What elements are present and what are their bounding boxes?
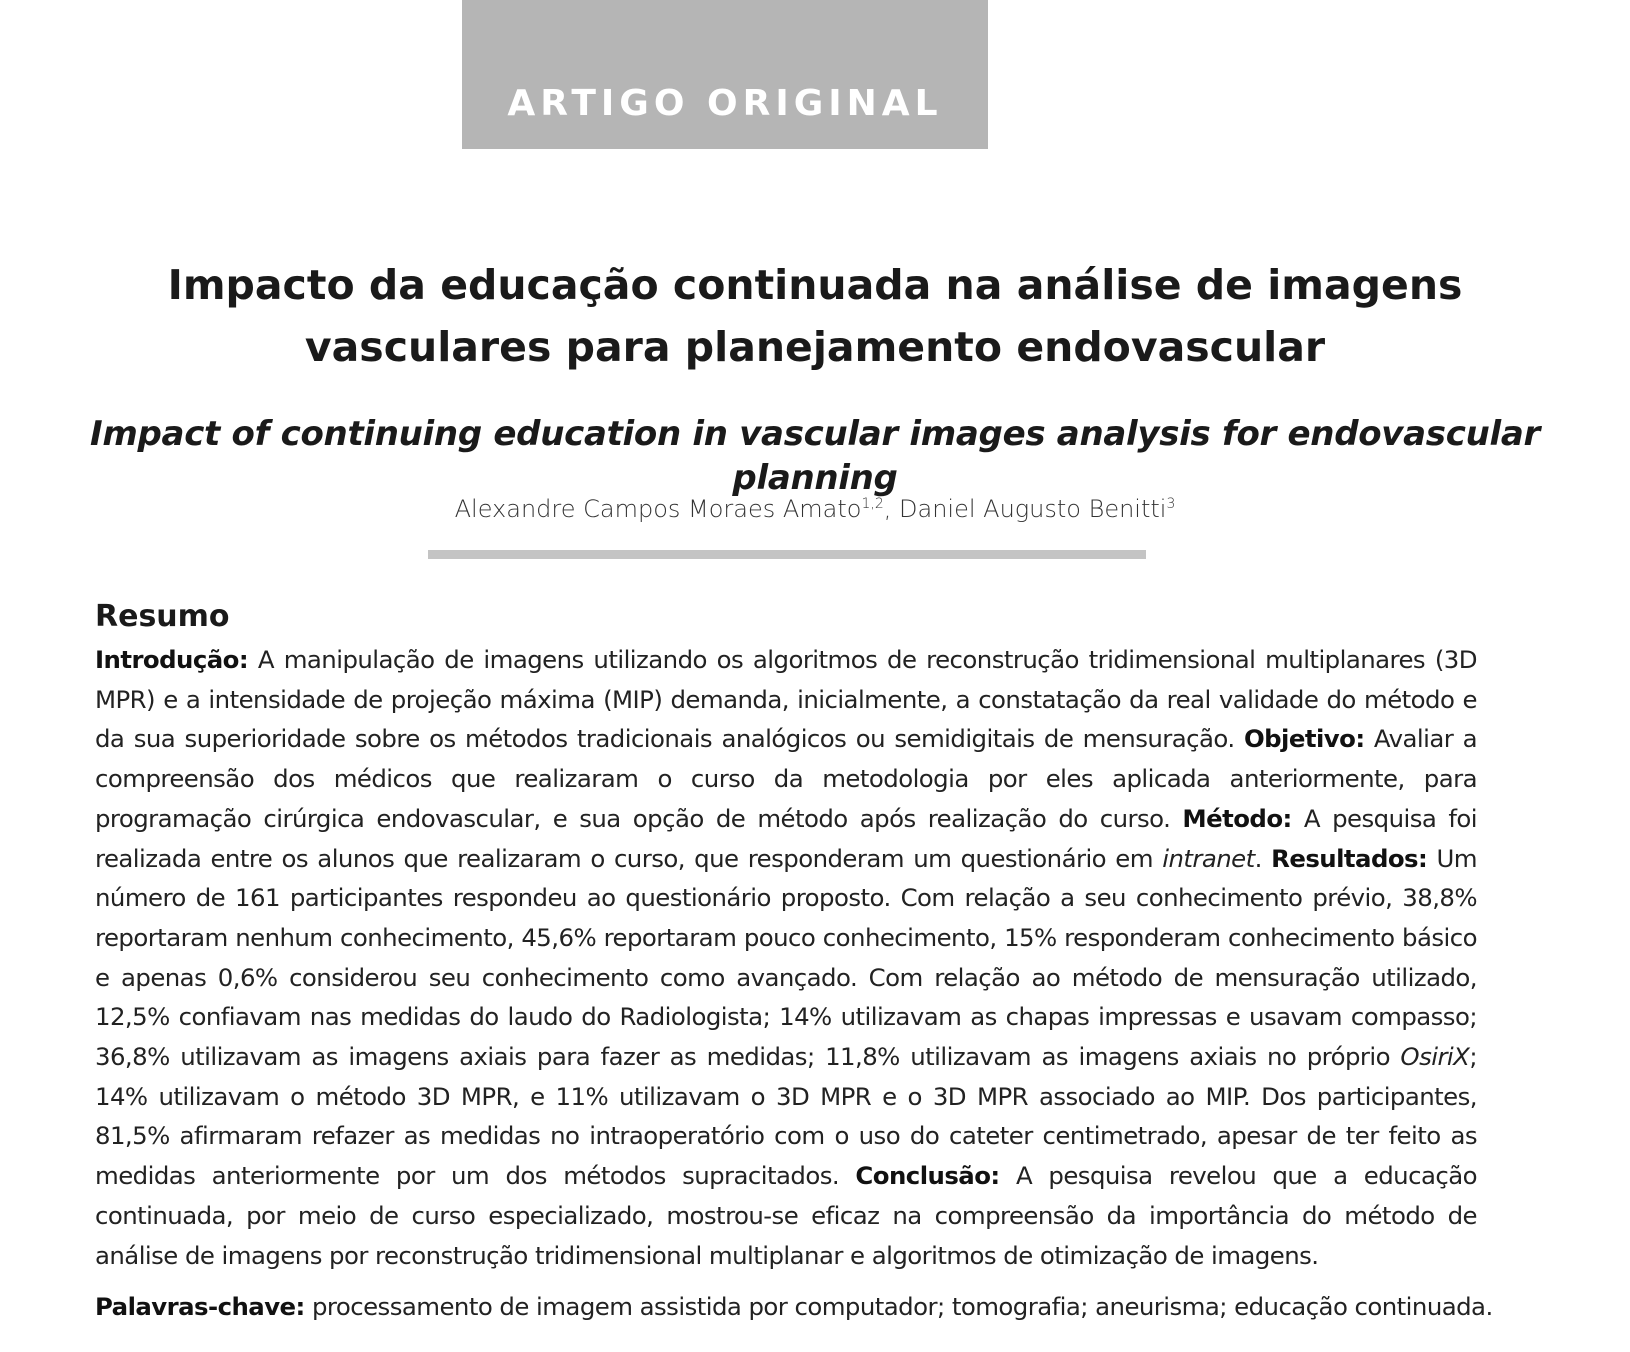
abstract-method-label: Método:: [1182, 803, 1292, 833]
header-divider: [428, 550, 1146, 559]
abstract-objective-text: Avaliar a compreensão dos médicos que realizaram o curso da metodologia por eles aplicada anteriormente, para programação cirúrgica endovascular, e sua opção de método após realização do curso.: [95, 724, 1477, 833]
author-line: [100, 492, 1530, 526]
abstract-conclusion-label: Conclusão:: [855, 1161, 1000, 1191]
abstract-intro-label: Introdução:: [95, 645, 249, 674]
abstract-method-italic: intranet: [1162, 843, 1255, 873]
abstract-heading: Resumo: [95, 599, 230, 634]
article-type-banner: [462, 0, 988, 149]
author-separator: ,: [883, 495, 900, 523]
abstract-body: [95, 640, 1477, 1275]
abstract-intro-text: A manipulação de imagens utilizando os algoritmos de reconstrução tridimensional multiplanares (3D MPR) e a intensidade de projeção máxima (MIP) demanda, inicialmente, a constatação da real validade do método e da sua superioridade sobre os métodos tradicionais analógicos ou semidigitais de mensuração.: [95, 645, 1477, 754]
author-name: Daniel Augusto Benitti: [899, 495, 1167, 523]
abstract-results-text-continued: ; 14% utilizavam o método 3D MPR, e 11% utilizavam o 3D MPR e o 3D MPR associado ao MIP. Dos participantes, 81,5% afirmaram refazer as medidas no intraoperatório com o uso do cateter centimetrado, apesar de ter feito as medidas anteriormente por um dos métodos supracitados.: [95, 1042, 1477, 1191]
abstract-results-italic: OsiriX: [1400, 1042, 1470, 1072]
author-affiliation: 1,2: [861, 496, 884, 512]
abstract-conclusion-text: A pesquisa revelou que a educação continuada, por meio de curso especializado, mostrou-se eficaz na compreensão da importância do método de análise de imagens por reconstrução tridimensional multiplanar e algoritmos de otimização de imagens.: [95, 1161, 1477, 1270]
author-name: Alexandre Campos Moraes Amato: [454, 495, 862, 523]
abstract-method-end: .: [1254, 843, 1272, 873]
keywords-text: processamento de imagem assistida por computador; tomografia; aneurisma; educação continuada.: [304, 1292, 1493, 1321]
article-type-label: ARTIGO ORIGINAL: [507, 83, 943, 124]
abstract-method-text: A pesquisa foi realizada entre os alunos que realizaram o curso, que responderam um questionário em: [95, 803, 1477, 873]
author-affiliation: 3: [1166, 496, 1176, 512]
keywords-label: Palavras-chave:: [95, 1292, 305, 1321]
abstract-objective-label: Objetivo:: [1243, 724, 1365, 754]
keywords-line: [95, 1289, 1495, 1325]
abstract-results-label: Resultados:: [1271, 843, 1428, 873]
article-title-english: Impact of continuing education in vascular images analysis for endovascular planning: [90, 414, 1540, 498]
article-title-portuguese: Impacto da educação continuada na análise de imagens vasculares para planejamento endovascular: [167, 261, 1463, 371]
abstract-results-text: Um número de 161 participantes respondeu ao questionário proposto. Com relação a seu conhecimento prévio, 38,8% reportaram nenhum conhecimento, 45,6% reportaram pouco conhecimento, 15% responderam conhecimento básico e apenas 0,6% considerou seu conhecimento como avançado. Com relação ao método de mensuração utilizado, 12,5% confiavam nas medidas do laudo do Radiologista; 14% utilizavam as chapas impressas e usavam compasso; 36,8% utilizavam as imagens axiais para fazer as medidas; 11,8% utilizavam as imagens axiais no próprio: [95, 843, 1478, 1072]
